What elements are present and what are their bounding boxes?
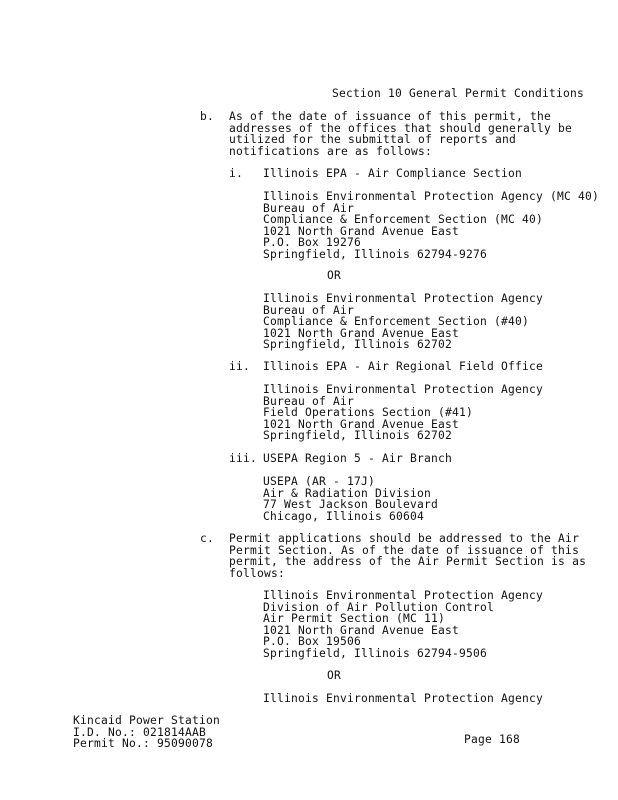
item-c-line: permit, the address of the Air Permit Section is as	[229, 555, 587, 568]
address-line: Chicago, Illinois 60604	[263, 509, 425, 523]
sub-iii-title: USEPA Region 5 - Air Branch	[263, 452, 453, 465]
address-line: 77 West Jackson Boulevard	[263, 498, 439, 511]
address-line: Springfield, Illinois 62794-9276	[263, 247, 488, 261]
item-c-line: follows:	[229, 566, 286, 580]
address-line: Illinois Environmental Protection Agency	[263, 383, 544, 396]
address-line: Springfield, Illinois 62794-9506	[263, 646, 488, 660]
address-line: Bureau of Air	[263, 394, 355, 408]
address-line: Bureau of Air	[263, 303, 355, 317]
address-line: Illinois Environmental Protection Agency (MC 40)	[263, 190, 600, 203]
item-c-line: Permit Section. As of the date of issuance of this	[229, 543, 580, 557]
address-line: 1021 North Grand Avenue East	[263, 623, 460, 637]
address-line: 1021 North Grand Avenue East	[263, 326, 460, 340]
sub-ii-label: ii.	[229, 360, 251, 373]
address-line: 1021 North Grand Avenue East	[263, 417, 460, 431]
item-b-line: notifications are as follows:	[229, 144, 433, 158]
address-line: P.O. Box 19506	[263, 635, 362, 648]
address-line: Air Permit Section (MC 11)	[263, 612, 446, 625]
address-line: Springfield, Illinois 62702	[263, 429, 453, 442]
address-line: Air & Radiation Division	[263, 486, 432, 500]
item-b-line: addresses of the offices that should generally be	[229, 121, 573, 135]
address-line: Illinois Environmental Protection Agency	[263, 589, 544, 602]
sub-i-title: Illinois EPA - Air Compliance Section	[263, 167, 523, 180]
address-line: Division of Air Pollution Control	[263, 600, 495, 614]
item-b-label: b.	[200, 110, 215, 123]
address-line: Illinois Environmental Protection Agency	[263, 692, 544, 705]
address-line: Springfield, Illinois 62702	[263, 338, 453, 351]
sub-iii-label: iii.	[229, 452, 258, 465]
address-line: Compliance & Enforcement Section (#40)	[263, 315, 530, 328]
address-line: Field Operations Section (#41)	[263, 406, 474, 419]
section-title: Section 10 General Permit Conditions	[332, 87, 585, 100]
footer-id-number: I.D. No.: 021814AAB	[73, 725, 207, 739]
item-b-line: utilized for the submittal of reports and	[229, 133, 517, 146]
item-c-label: c.	[200, 532, 215, 545]
page-number: Page 168	[464, 733, 521, 746]
item-b-line: As of the date of issuance of this permit, the	[229, 110, 552, 123]
footer-facility: Kincaid Power Station	[73, 714, 221, 727]
sub-ii-title: Illinois EPA - Air Regional Field Office	[263, 360, 544, 373]
address-line: Compliance & Enforcement Section (MC 40)	[263, 213, 544, 226]
sub-i-label: i.	[229, 167, 244, 180]
or-separator: OR	[327, 269, 342, 282]
address-line: P.O. Box 19276	[263, 236, 362, 249]
address-line: USEPA (AR - 17J)	[263, 475, 376, 488]
address-line: Bureau of Air	[263, 201, 355, 215]
item-c-line: Permit applications should be addressed to the Air	[229, 532, 580, 545]
or-separator: OR	[327, 669, 342, 682]
footer-permit-number: Permit No.: 95090078	[73, 737, 214, 750]
address-line: Illinois Environmental Protection Agency	[263, 292, 544, 305]
address-line: 1021 North Grand Avenue East	[263, 224, 460, 238]
